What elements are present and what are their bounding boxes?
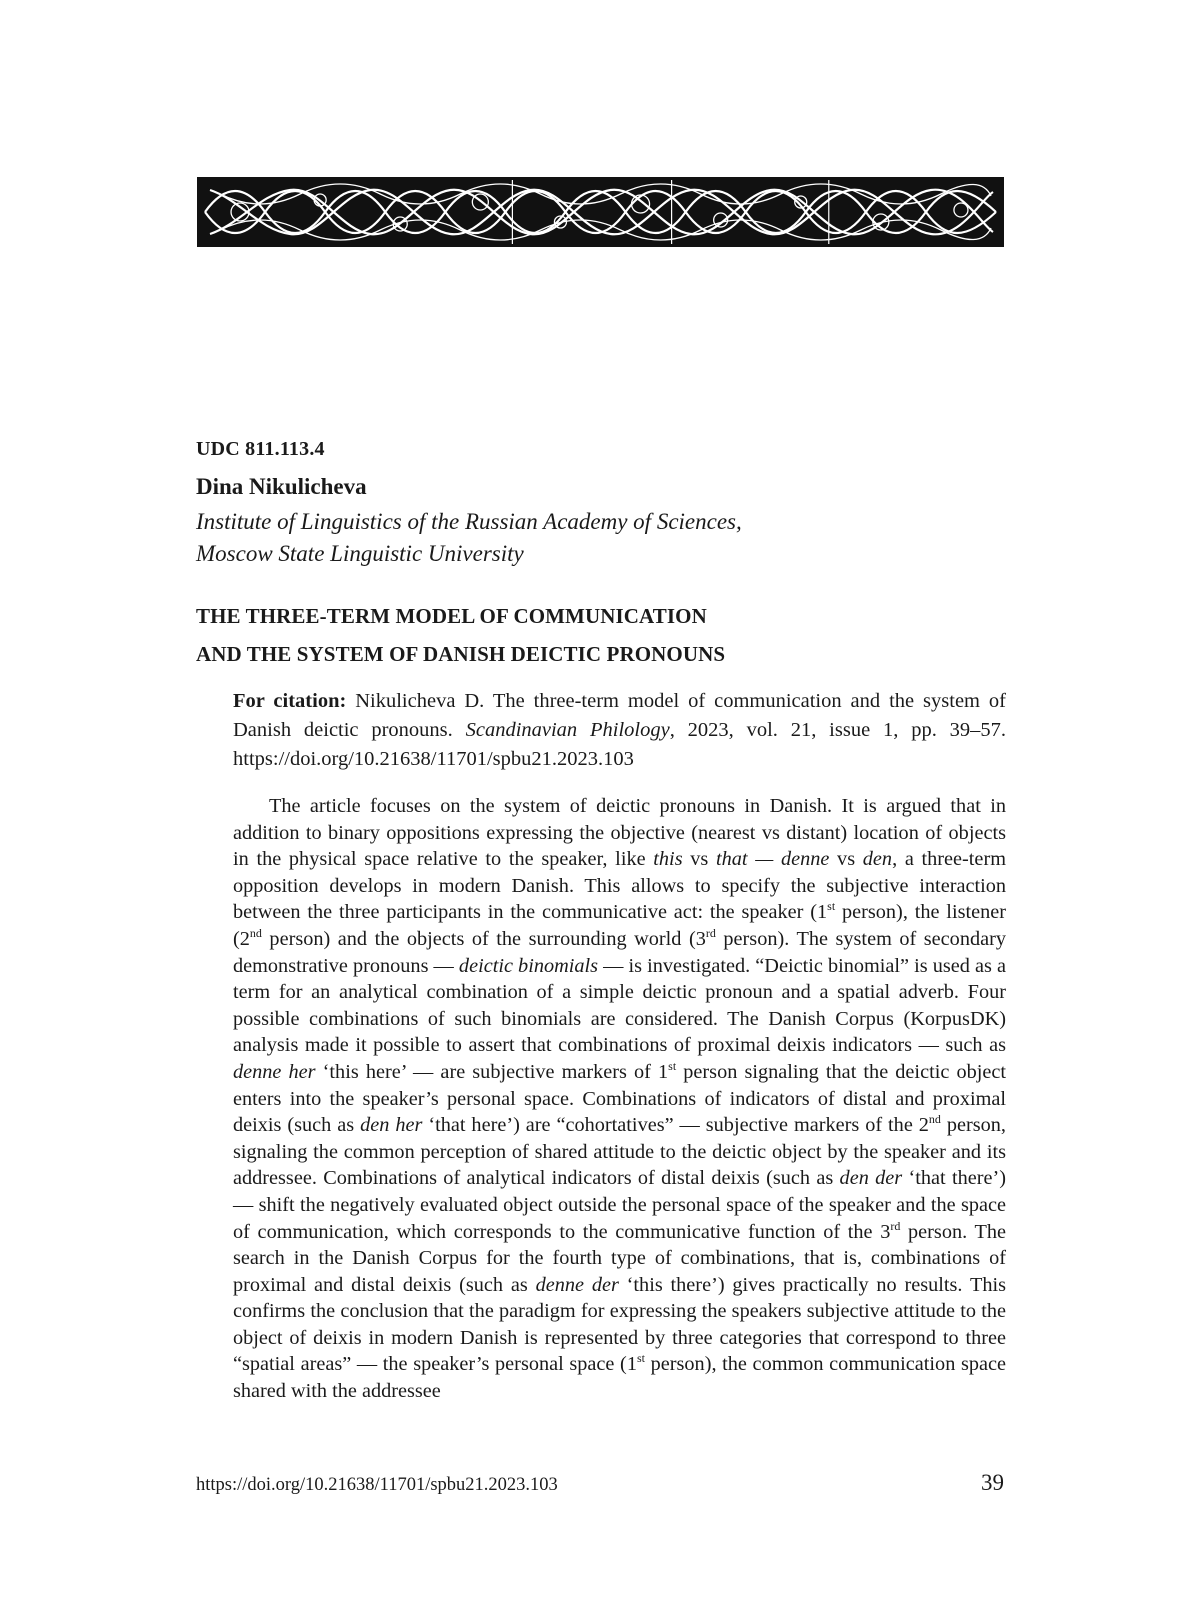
ordinal-suffix: nd bbox=[249, 926, 262, 941]
knotwork-ornament-graphic bbox=[200, 180, 1001, 244]
article-title bbox=[196, 597, 725, 673]
abstract-text: — is investigated. “Deictic binomial” is used as a term for an analytical combination of a simple deictic pronoun and a spatial adverb. Four possible combinations of such binomials are considered. The Danish Corpus (KorpusDK) analysis made it possible to assert that combinations of proximal deixis indicators — such as bbox=[233, 954, 1006, 1057]
abstract-text: ‘that there’) — shift the negatively evaluated object outside the personal space of the speaker and the space of communication, which corresponds to the communicative function of the 3 bbox=[233, 1167, 1006, 1243]
citation-label: For citation: bbox=[233, 690, 347, 712]
udc-code: UDC 811.113.4 bbox=[196, 438, 325, 460]
citation-block bbox=[233, 687, 1006, 774]
abstract-emphasis: den her bbox=[360, 1114, 423, 1137]
abstract-text: person. The search in the Danish Corpus for the fourth type of combinations, that is, combinations of proximal and distal deixis (such as bbox=[233, 1220, 1007, 1296]
ordinal-suffix: rd bbox=[705, 926, 716, 941]
abstract-text: vs bbox=[682, 848, 716, 871]
page-number: 39 bbox=[981, 1470, 1004, 1495]
abstract-emphasis: den der bbox=[839, 1167, 903, 1190]
author-affiliations bbox=[196, 506, 742, 570]
abstract-text: vs bbox=[829, 848, 863, 871]
ordinal-suffix: rd bbox=[890, 1218, 901, 1233]
abstract-emphasis: denne der bbox=[535, 1273, 619, 1296]
abstract-text: person), the common communication space shared with the addressee bbox=[233, 1353, 1007, 1403]
abstract-text: person signaling that the deictic object enters into the speaker’s personal space. Combinations of indicators of distal and proximal deixis (such as bbox=[233, 1060, 1006, 1137]
title-line: AND THE SYSTEM OF DANISH DEICTIC PRONOUNS bbox=[196, 642, 726, 666]
citation-text: Nikulicheva D. The three-term model of communication and the system of Danish deictic pronouns. bbox=[233, 690, 1006, 741]
abstract-emphasis: that — denne bbox=[716, 848, 830, 871]
affiliation-line: Moscow State Linguistic University bbox=[196, 541, 524, 566]
abstract-emphasis: denne her bbox=[233, 1060, 316, 1083]
abstract-text: person), the listener (2 bbox=[233, 901, 1006, 950]
abstract-paragraph bbox=[233, 793, 1006, 1405]
affiliation-line: Institute of Linguistics of the Russian Academy of Sciences, bbox=[196, 509, 742, 534]
abstract-text: person). The system of secondary demonstrative pronouns — bbox=[233, 927, 1007, 977]
citation-details: , 2023, vol. 21, issue 1, pp. 39–57. https://doi.org/10.21638/11701/spbu21.2023.103 bbox=[233, 719, 1007, 770]
abstract-text: ‘this here’ — are subjective markers of 1 bbox=[315, 1060, 669, 1083]
journal-name: Scandinavian Philology bbox=[465, 719, 670, 741]
abstract-emphasis: this bbox=[653, 848, 683, 871]
abstract-emphasis: deictic binomials bbox=[458, 954, 599, 977]
abstract-text: , a three-term opposition develops in modern Danish. This allows to specify the subjective interaction between the three participants in the communicative act: the speaker (1 bbox=[233, 848, 1006, 924]
footer-doi-link[interactable]: https://doi.org/10.21638/11701/spbu21.2023.103 bbox=[196, 1475, 558, 1495]
ordinal-suffix: st bbox=[636, 1351, 645, 1366]
abstract-emphasis: den bbox=[862, 848, 893, 871]
abstract-text: person, signaling the common perception of shared attitude to the deictic object by the speaker and its addressee. Combinations of analytical indicators of distal deixis (such as bbox=[233, 1114, 1006, 1190]
title-line: THE THREE-TERM MODEL OF COMMUNICATION bbox=[196, 604, 707, 628]
author-name: Dina Nikulicheva bbox=[196, 474, 367, 499]
abstract-text: ‘that here’) are “cohortatives” — subjective markers of the 2 bbox=[422, 1114, 929, 1137]
ordinal-suffix: st bbox=[827, 899, 836, 914]
abstract-text: person) and the objects of the surrounding world (3 bbox=[261, 927, 706, 950]
abstract-text: ‘this there’) gives practically no results. This confirms the conclusion that the paradigm for expressing the speakers subjective attitude to the object of deixis in modern Danish is represented by three categories that correspond to three “spatial areas” — the speaker’s personal space (1 bbox=[233, 1273, 1007, 1376]
ordinal-suffix: st bbox=[668, 1059, 677, 1074]
abstract-text: The article focuses on the system of deictic pronouns in Danish. It is argued that in addition to binary oppositions expressing the objective (nearest vs distant) location of objects in the physical space relative to the speaker, like bbox=[233, 795, 1006, 871]
knotwork-ornament-band bbox=[197, 177, 1004, 247]
ordinal-suffix: nd bbox=[928, 1112, 941, 1127]
